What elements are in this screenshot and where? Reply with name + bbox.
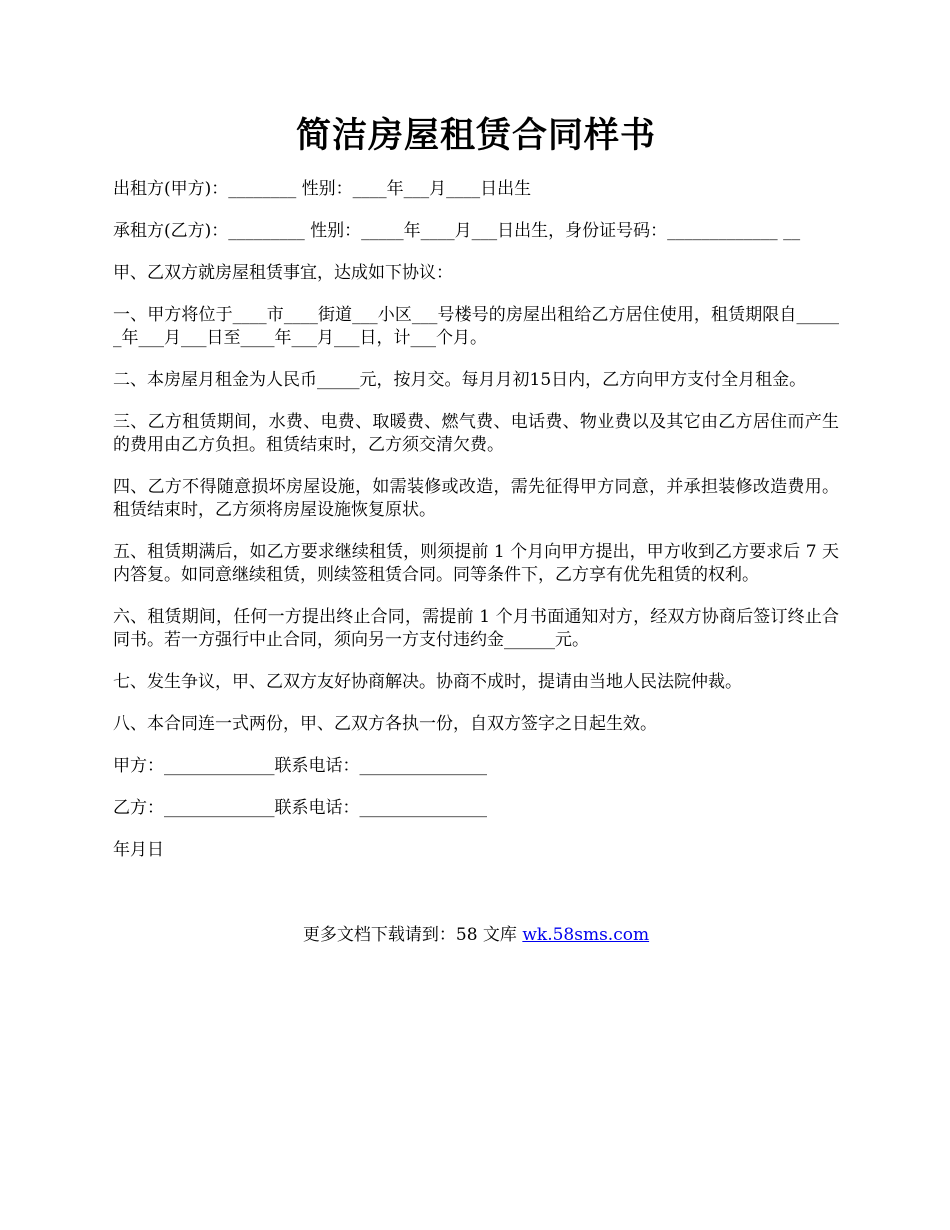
paragraph-lessor: 出租方(甲方)：________ 性别：____年___月____日出生 xyxy=(113,179,532,199)
signature-party-a: 甲方：_____________联系电话：_______________ xyxy=(113,756,487,776)
clause-6: 六、租赁期间，任何一方提出终止合同，需提前 1 个月书面通知对方，经双方协商后签订终止合同书。若一方强行中止合同，须向另一方支付违约金______元。 xyxy=(113,607,839,650)
download-footer xyxy=(113,923,839,947)
footer-link[interactable]: wk.58sms.com xyxy=(522,925,650,945)
clause-7: 七、发生争议，甲、乙双方友好协商解决。协商不成时，提请由当地人民法院仲裁。 xyxy=(113,672,742,692)
clause-2: 二、本房屋月租金为人民币_____元，按月交。每月月初15日内，乙方向甲方支付全月租金。 xyxy=(113,370,807,390)
paragraph-preamble: 甲、乙双方就房屋租赁事宜，达成如下协议： xyxy=(113,263,453,283)
signature-party-b: 乙方：_____________联系电话：_______________ xyxy=(113,798,487,818)
clause-1: 一、甲方将位于____市____街道___小区___号楼号的房屋出租给乙方居住使用，租赁期限自______年___月___日至____年___月___日，计___个月。 xyxy=(113,305,839,348)
document-body xyxy=(113,178,839,881)
clause-8: 八、本合同连一式两份，甲、乙双方各执一份，自双方签字之日起生效。 xyxy=(113,714,657,734)
clause-3: 三、乙方租赁期间，水费、电费、取暖费、燃气费、电话费、物业费以及其它由乙方居住而产生的费用由乙方负担。租赁结束时，乙方须交清欠费。 xyxy=(113,412,839,455)
clause-5: 五、租赁期满后，如乙方要求继续租赁，则须提前 1 个月向甲方提出，甲方收到乙方要求后 7 天内答复。如同意继续租赁，则续签租赁合同。同等条件下，乙方享有优先租赁的权利。 xyxy=(113,542,839,585)
clause-4: 四、乙方不得随意损坏房屋设施，如需装修或改造，需先征得甲方同意，并承担装修改造费用。租赁结束时，乙方须将房屋设施恢复原状。 xyxy=(113,477,839,520)
footer-text: 更多文档下载请到：58 文库 xyxy=(302,925,523,945)
document-title: 简洁房屋租赁合同样书 xyxy=(295,115,656,156)
paragraph-lessee: 承租方(乙方)：_________ 性别：_____年____月___日出生，身份证号码：_____________ __ xyxy=(113,221,801,241)
signature-date: 年月日 xyxy=(113,840,164,860)
